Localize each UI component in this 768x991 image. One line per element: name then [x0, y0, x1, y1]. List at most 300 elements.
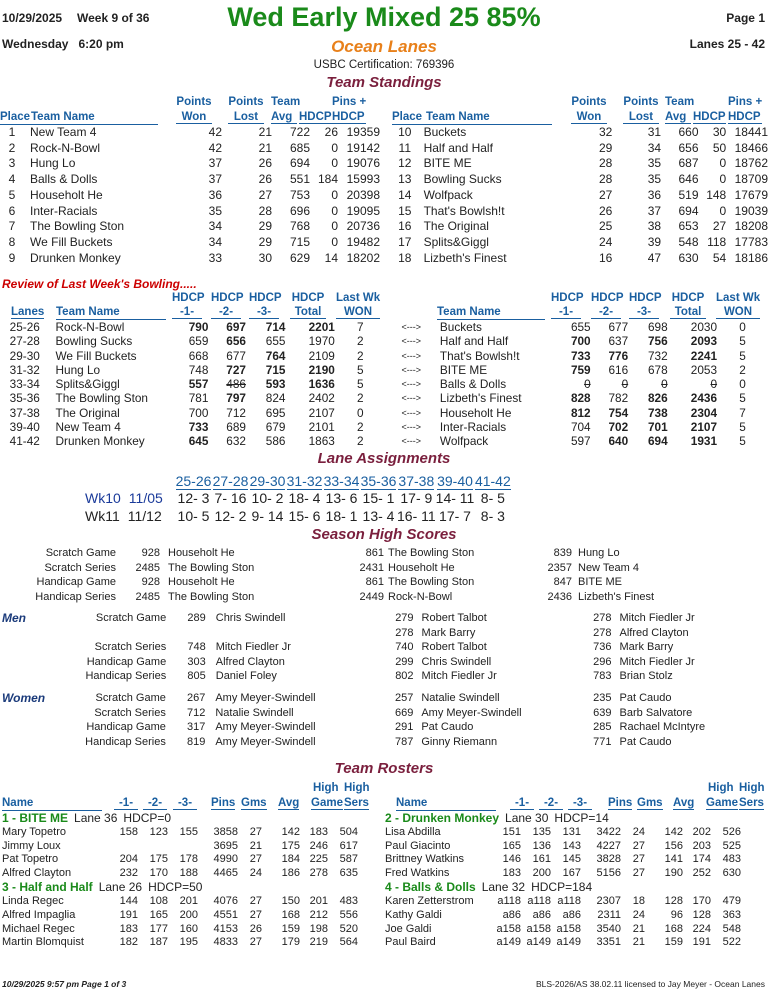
- high-game: 191: [692, 936, 711, 949]
- category: [0, 626, 166, 641]
- team-name: Bowling Sucks: [423, 172, 502, 187]
- standings-row: [0, 219, 380, 235]
- hdcp-score: 695: [265, 405, 286, 420]
- score: 802: [395, 670, 414, 682]
- hdcp: 0: [331, 140, 338, 155]
- game-3: 201: [179, 895, 198, 908]
- team-name: Hung Lo: [30, 156, 76, 171]
- bowler-name: Paul Baird: [385, 936, 436, 949]
- place: 6: [8, 203, 16, 218]
- place: 1: [8, 125, 16, 139]
- high-score-row: [0, 611, 768, 626]
- hdcp-score: 727: [226, 362, 246, 377]
- game-2: 136: [532, 839, 551, 852]
- last-week-won: 0: [739, 377, 746, 392]
- pins: 4990: [213, 853, 238, 866]
- game-3: 200: [179, 908, 198, 921]
- team-lane: Lane 26: [98, 880, 143, 895]
- team-avg: 753: [289, 187, 310, 202]
- rs-hdr-g1-r: -1-: [510, 797, 534, 810]
- hdcp: 0: [331, 234, 338, 249]
- last-week-won: 7: [357, 320, 364, 334]
- score: 748: [187, 641, 206, 653]
- rv-hdr-h2b: -2-: [211, 306, 241, 319]
- high-series: 483: [722, 853, 741, 866]
- game-1: a118: [497, 895, 521, 908]
- points-lost: 29: [258, 234, 272, 249]
- matchup: 12- 3: [177, 490, 210, 506]
- rs-hdr-g1: -1-: [114, 797, 138, 810]
- review-title: Review of Last Week's Bowling.....: [2, 277, 197, 291]
- hdcp-score: 812: [570, 405, 591, 420]
- bowler: Alfred Clayton: [215, 655, 285, 668]
- lanes: 41-42: [9, 434, 40, 449]
- last-week-won: 0: [357, 405, 364, 420]
- matchup: 13- 6: [325, 490, 358, 506]
- score: 928: [141, 547, 160, 559]
- team-name: Half and Half: [423, 140, 493, 155]
- vs-arrow: <--->: [401, 379, 422, 390]
- standings-row: [392, 219, 768, 235]
- pins: 4833: [213, 936, 238, 949]
- bowler: Pat Caudo: [619, 692, 672, 704]
- game-2: a149: [526, 936, 551, 949]
- hdcp: 0: [719, 172, 727, 187]
- roster-player-row: [2, 840, 358, 854]
- review-row: [0, 377, 768, 391]
- category: Scratch Series: [44, 561, 116, 574]
- hdcp-score: 0: [661, 377, 668, 392]
- place: 9: [8, 250, 16, 265]
- hdcp-score: 756: [647, 334, 668, 349]
- team-name: The Bowling Ston: [30, 219, 125, 234]
- score: 2449: [359, 590, 384, 603]
- hdcp-score: 679: [265, 420, 286, 435]
- high-game: 174: [692, 853, 711, 866]
- rv-hdr-h1a: HDCP: [172, 292, 205, 304]
- roster-player-row: [2, 826, 358, 840]
- pins: 3695: [213, 839, 238, 852]
- last-week-won: 5: [739, 434, 746, 449]
- rs-hdr-avg-r: Avg: [673, 797, 695, 809]
- hdcp-score: 677: [608, 320, 629, 334]
- high-series: 564: [339, 936, 358, 949]
- hdr-points-lost-r1: Points: [623, 96, 659, 108]
- matchup: 12- 2: [214, 508, 247, 524]
- category: Handicap Series: [35, 590, 116, 603]
- game-2: 135: [532, 826, 551, 838]
- points-lost: 38: [647, 219, 662, 234]
- game-1: 183: [119, 922, 138, 935]
- matchup: 16- 11: [397, 508, 436, 524]
- high-game: 183: [309, 826, 328, 838]
- high-game: 203: [692, 839, 711, 852]
- team-avg: 656: [678, 140, 699, 155]
- rv-hdr-htb: Total: [290, 306, 326, 319]
- footer-left: 10/29/2025 9:57 pm Page 1 of 3: [2, 979, 127, 989]
- team-name: 2 - Drunken Monkey: [385, 811, 500, 825]
- vs-arrow: <--->: [401, 393, 422, 404]
- league-title: Wed Early Mixed 25 85%: [227, 2, 541, 32]
- vs-arrow: <--->: [401, 350, 422, 361]
- roster-headers: [0, 781, 768, 811]
- bowler-name: Fred Watkins: [385, 866, 450, 879]
- standings-table-left: [0, 125, 380, 266]
- usbc-cert: USBC Certification: 769396: [313, 59, 455, 71]
- hdcp-score: 2402: [308, 391, 335, 406]
- game-1: a86: [502, 908, 521, 921]
- roster-team-row: [385, 811, 741, 826]
- points-won: 37: [208, 172, 222, 187]
- women-highs-table: [0, 691, 768, 749]
- last-week-won: 5: [357, 377, 364, 392]
- high-score-row: [0, 655, 768, 670]
- lane-pair-label: 35-36: [360, 473, 397, 489]
- category: Handicap Game: [86, 655, 167, 668]
- pins: 4227: [596, 839, 621, 852]
- page-label: Page 1: [726, 11, 765, 25]
- roster-table-right: [385, 811, 741, 950]
- bowler-name: Alfred Impaglia: [2, 908, 76, 921]
- rv-hdr-team-r: Team Name: [437, 306, 501, 318]
- games: 27: [249, 853, 262, 866]
- games: 21: [632, 922, 645, 935]
- score: 2436: [547, 590, 572, 603]
- hdcp-score: 637: [608, 334, 629, 349]
- pins-hdcp: 18466: [734, 140, 768, 155]
- bowler: BITE ME: [578, 576, 623, 588]
- hdcp: 26: [324, 125, 338, 139]
- score: 235: [593, 692, 612, 704]
- high-score-row: [0, 575, 718, 590]
- review-row: [0, 349, 768, 363]
- matchup: 14- 11: [435, 490, 475, 506]
- points-lost: 35: [647, 172, 662, 187]
- hdcp-score: 764: [265, 348, 286, 363]
- hdcp-score: 689: [226, 420, 246, 435]
- pins-hdcp: 17783: [734, 234, 768, 249]
- week-label: Week 9 of 36: [77, 11, 150, 25]
- points-won: 27: [598, 187, 613, 202]
- hdr-points-lost-2: Lost: [228, 111, 264, 124]
- lane-assignments-table: [85, 473, 511, 525]
- rs-hdr-hs1: High: [344, 782, 370, 794]
- average: 168: [281, 908, 300, 921]
- bowler: Robert Talbot: [421, 612, 487, 624]
- hdcp-score: 659: [188, 334, 209, 349]
- points-won: 32: [598, 125, 613, 139]
- hdcp: 0: [331, 156, 338, 171]
- pins: 4076: [213, 895, 238, 908]
- team-name: Wolfpack: [423, 187, 473, 202]
- hdcp-score: 700: [570, 334, 591, 349]
- rv-hdr-h2a: HDCP: [211, 292, 244, 304]
- hdr-pins-2: HDCP: [332, 111, 365, 123]
- hdr-points-won-r2: Won: [571, 111, 607, 124]
- team-hdcp: HDCP=184: [531, 880, 593, 895]
- games: 18: [632, 895, 645, 908]
- roster-player-row: [385, 840, 741, 854]
- game-3: 195: [179, 936, 198, 949]
- hdcp-score: 1636: [308, 377, 335, 392]
- bowler-name: Michael Regec: [2, 922, 75, 935]
- rv-hdr-htb-r: Total: [670, 306, 706, 319]
- hdcp-score: 824: [265, 391, 286, 406]
- lanes: 33-34: [9, 377, 40, 392]
- points-won: 42: [208, 140, 222, 155]
- hdcp: 0: [719, 156, 727, 171]
- score: 278: [395, 626, 414, 639]
- game-1: 165: [502, 839, 521, 852]
- hdcp-score: 732: [647, 348, 668, 363]
- hdcp-score: 700: [188, 405, 209, 420]
- high-game: 201: [309, 895, 328, 908]
- high-series: 630: [722, 866, 741, 879]
- team-name: Bowling Sucks: [55, 334, 133, 349]
- game-3: a149: [556, 936, 581, 949]
- hdcp-score: 645: [188, 434, 209, 449]
- bowler: Mark Barry: [619, 641, 674, 653]
- high-score-row: [0, 626, 768, 641]
- team-avg: 548: [678, 234, 699, 249]
- category: Handicap Series: [85, 735, 166, 748]
- score: 296: [593, 655, 612, 668]
- team-name: We Fill Buckets: [55, 348, 137, 363]
- game-3: 143: [562, 839, 581, 852]
- hdcp: 0: [331, 187, 338, 202]
- standings-row: [392, 188, 768, 204]
- review-row: [0, 391, 768, 405]
- rs-hdr-hs2-r: Sers: [739, 797, 764, 809]
- average: 175: [281, 839, 300, 852]
- last-week-won: 2: [357, 334, 364, 349]
- team-avg: 629: [289, 250, 310, 265]
- average: 168: [664, 922, 683, 935]
- pins-hdcp: 18762: [734, 156, 768, 171]
- points-won: 37: [208, 156, 222, 171]
- roster-player-row: [2, 867, 358, 881]
- pins: 3422: [596, 826, 621, 838]
- bowler: Hung Lo: [578, 547, 620, 559]
- game-2: a118: [527, 895, 551, 908]
- bowler: New Team 4: [578, 561, 639, 574]
- team-avg: 551: [289, 172, 310, 187]
- bowler: Alfred Clayton: [619, 626, 689, 639]
- matchup: 13- 4: [362, 508, 395, 524]
- hdcp-score: 616: [608, 362, 629, 377]
- bowler-name: Paul Giacinto: [385, 839, 451, 852]
- standings-row: [392, 156, 768, 172]
- hdcp-score: 486: [226, 377, 246, 392]
- bowler: Pat Caudo: [619, 735, 672, 748]
- category: Scratch Game: [95, 612, 167, 624]
- hdcp: 30: [712, 125, 727, 139]
- team-name: Inter-Racials: [439, 420, 507, 435]
- bowler: Mitch Fiedler Jr: [215, 641, 291, 653]
- points-lost: 21: [258, 125, 272, 139]
- score: 2357: [547, 561, 572, 574]
- hdcp-score: 759: [570, 362, 591, 377]
- team-name: The Original: [55, 405, 120, 420]
- score: 285: [593, 721, 612, 733]
- hdr-place: Place: [0, 111, 31, 123]
- roster-team-row: [385, 880, 741, 895]
- team-name: Splits&Giggl: [55, 377, 120, 392]
- lanes: 35-36: [9, 391, 40, 406]
- points-won: 24: [598, 234, 613, 249]
- matchup: 9- 14: [251, 508, 284, 524]
- high-series: 617: [339, 839, 358, 852]
- matchup: 8- 5: [480, 490, 505, 506]
- bowler: The Bowling Ston: [388, 576, 475, 588]
- score: 639: [593, 706, 612, 719]
- matchup: 15- 6: [288, 508, 321, 524]
- rv-hdr-lwb-r: WON: [716, 306, 760, 319]
- hdcp-score: 2304: [690, 405, 718, 420]
- points-won: 25: [598, 219, 613, 234]
- hdcp-score: 715: [265, 362, 286, 377]
- hdr-points-won-1: Points: [176, 96, 212, 108]
- review-headers: [0, 291, 768, 321]
- bowler: Amy Meyer-Swindell: [215, 735, 316, 748]
- game-2: 200: [532, 866, 551, 879]
- lane-pair-label: 33-34: [323, 473, 360, 489]
- score: [166, 626, 206, 641]
- roster-player-row: [2, 936, 358, 950]
- team-name: Lizbeth's Finest: [439, 391, 522, 406]
- matchup: 18- 4: [288, 490, 321, 506]
- place: 2: [8, 140, 16, 155]
- hdcp-score: 2107: [690, 420, 718, 435]
- lanes-title: Lane Assignments: [317, 450, 451, 467]
- rs-hdr-g2: -2-: [143, 797, 167, 810]
- standings-row: [392, 125, 768, 141]
- hdcp-score: 655: [570, 320, 591, 334]
- pins-hdcp: 18202: [346, 250, 380, 265]
- rv-hdr-h3b-r: -3-: [629, 306, 659, 319]
- game-3: a118: [557, 895, 581, 908]
- game-1: 144: [119, 895, 138, 908]
- high-series: 526: [722, 826, 741, 838]
- lanes-range: Lanes 25 - 42: [689, 37, 765, 51]
- category: Scratch Game: [95, 692, 166, 704]
- game-1: 232: [119, 866, 138, 879]
- team-name: That's Bowlsh!t: [439, 348, 520, 363]
- game-1: 191: [119, 908, 138, 921]
- team-name: 3 - Half and Half: [2, 880, 93, 895]
- score: 299: [395, 655, 414, 668]
- review-row: [0, 420, 768, 434]
- hdcp-score: 586: [265, 434, 286, 449]
- hdcp-score: 748: [188, 362, 209, 377]
- points-lost: 34: [647, 140, 662, 155]
- roster-player-row: [385, 923, 741, 937]
- pins-hdcp: 15993: [346, 172, 380, 187]
- standings-row: [392, 251, 768, 267]
- team-avg: 660: [678, 125, 699, 139]
- last-week-won: 2: [739, 362, 746, 377]
- points-won: 28: [598, 172, 613, 187]
- bowler: Natalie Swindell: [215, 706, 294, 719]
- hdr-points-lost-r2: Lost: [623, 111, 659, 124]
- review-row: [0, 434, 768, 448]
- place: 8: [8, 234, 16, 249]
- team-name: BITE ME: [439, 362, 488, 377]
- points-won: 33: [208, 250, 222, 265]
- game-1: a158: [496, 922, 521, 935]
- hdcp-score: 2190: [308, 362, 335, 377]
- rv-hdr-lanes: Lanes: [11, 306, 45, 318]
- points-lost: 27: [258, 187, 272, 202]
- men-highs-table: [0, 611, 768, 684]
- team-name: BITE ME: [423, 156, 472, 171]
- roster-team-row: [2, 880, 358, 895]
- lanes: 25-26: [9, 320, 40, 334]
- lane-week-row: [85, 507, 511, 525]
- review-row: [0, 320, 768, 334]
- lane-pair: [212, 473, 249, 489]
- team-avg: 694: [289, 156, 310, 171]
- bowler: Lizbeth's Finest: [578, 590, 655, 603]
- hdcp-score: 557: [188, 377, 209, 392]
- team-name: Lizbeth's Finest: [423, 250, 507, 265]
- high-score-row: [0, 561, 718, 576]
- rs-hdr-g3-r: -3-: [568, 797, 592, 810]
- points-lost: 47: [647, 250, 662, 265]
- hdcp: 0: [331, 203, 338, 218]
- lanes: 27-28: [9, 334, 40, 349]
- category: Handicap Series: [85, 670, 167, 682]
- game-1: 151: [502, 826, 521, 838]
- hdcp-score: 632: [226, 434, 246, 449]
- pins: 4465: [213, 866, 238, 879]
- lane-pair: [397, 473, 436, 489]
- hdcp-score: 2053: [690, 362, 718, 377]
- game-2: 177: [149, 922, 168, 935]
- rv-hdr-h2b-r: -2-: [591, 306, 621, 319]
- last-week-won: 7: [739, 405, 746, 420]
- game-3: 155: [179, 826, 198, 838]
- hdr-team-avg-1: Team: [271, 96, 301, 108]
- pins-hdcp: 18186: [734, 250, 768, 265]
- pins: 3858: [213, 826, 238, 838]
- bowler: Barb Salvatore: [619, 706, 693, 719]
- rv-hdr-lwa: Last Wk: [336, 292, 381, 304]
- standings-table-right: [392, 125, 768, 266]
- bowler-name: Mary Topetro: [2, 826, 66, 838]
- average: 96: [670, 908, 683, 921]
- report-date: 10/29/2025: [2, 11, 63, 25]
- hdcp-score: 714: [265, 320, 286, 334]
- pins: 2307: [596, 895, 621, 908]
- bowler: Rock-N-Bowl: [388, 590, 453, 603]
- hdr-team-avg-r2: Avg: [665, 111, 691, 124]
- hdcp-score: 0: [621, 377, 629, 392]
- standings-row: [0, 141, 380, 157]
- team-avg: 715: [289, 234, 310, 249]
- hdcp-score: 2241: [690, 348, 718, 363]
- lane-pair-label: 37-38: [398, 473, 435, 489]
- hdcp-score: 754: [608, 405, 629, 420]
- hdcp: 50: [712, 140, 727, 155]
- score: 278: [593, 612, 612, 624]
- lane-pair-label: 41-42: [474, 473, 511, 489]
- points-won: 26: [598, 203, 613, 218]
- vs-arrow: <--->: [401, 336, 422, 347]
- roster-player-row: [385, 936, 741, 950]
- rs-hdr-g2-r: -2-: [539, 797, 563, 810]
- rs-hdr-g3: -3-: [173, 797, 197, 810]
